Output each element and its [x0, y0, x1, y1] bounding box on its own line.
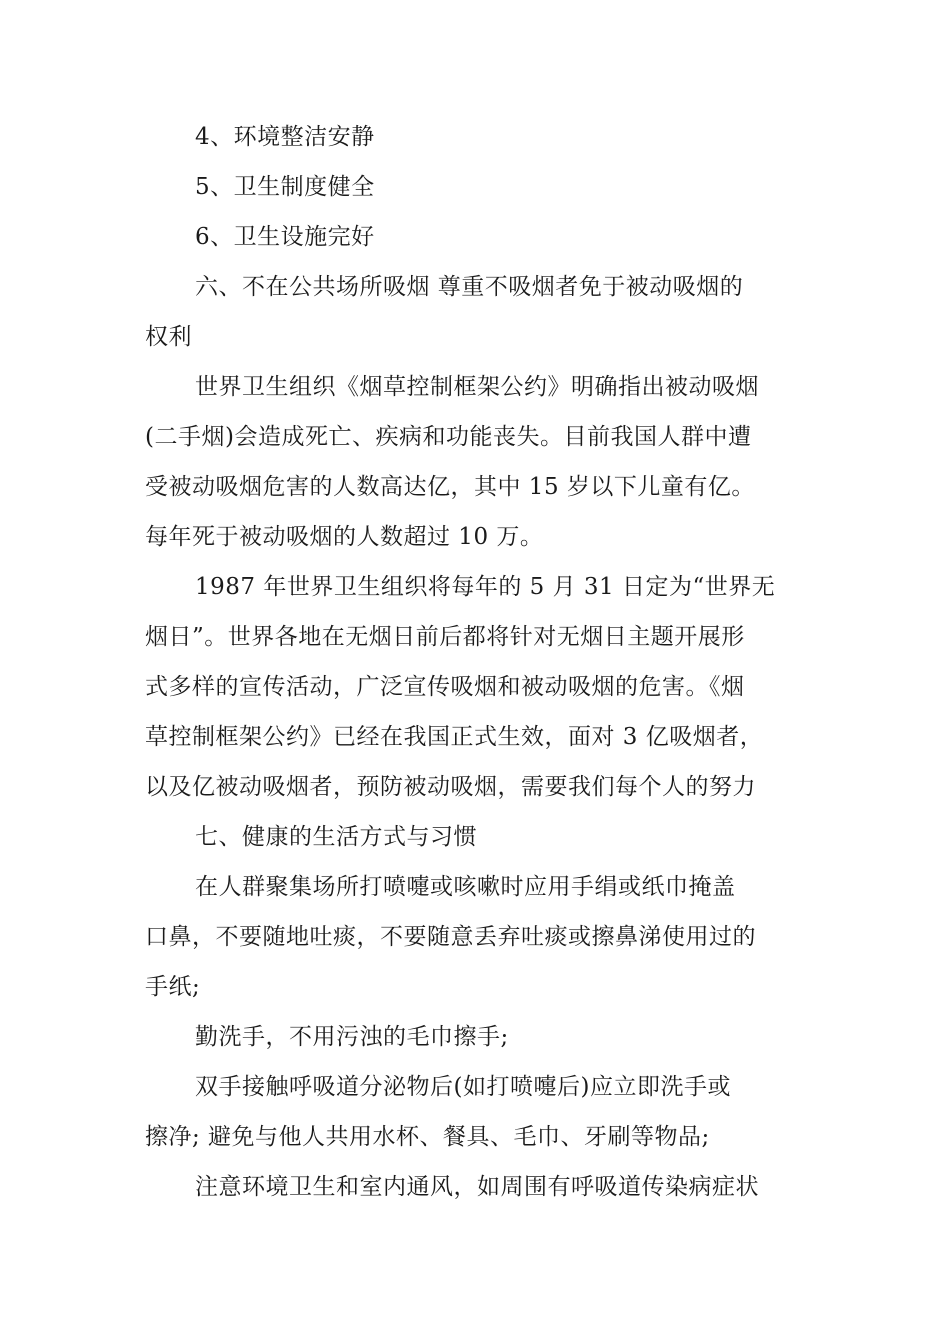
paragraph-line: 手纸; — [145, 974, 201, 1000]
paragraph-line: 注意环境卫生和室内通风，如周围有呼吸道传染病症状 — [195, 1174, 759, 1200]
paragraph-line: 世界卫生组织《烟草控制框架公约》明确指出被动吸烟 — [195, 374, 759, 400]
list-item: 5、卫生制度健全 — [195, 174, 375, 200]
paragraph-line: 双手接触呼吸道分泌物后(如打喷嚏后)应立即洗手或 — [195, 1074, 731, 1100]
paragraph-line: 勤洗手，不用污浊的毛巾擦手; — [195, 1024, 509, 1050]
paragraph-line: 受被动吸烟危害的人数高达亿，其中 15 岁以下儿童有亿。 — [145, 474, 755, 500]
paragraph-line: 每年死于被动吸烟的人数超过 10 万。 — [145, 524, 544, 550]
paragraph-line: 1987 年世界卫生组织将每年的 5 月 31 日定为“世界无 — [195, 574, 776, 600]
paragraph-line: 式多样的宣传活动，广泛宣传吸烟和被动吸烟的危害。《烟 — [145, 674, 745, 700]
list-item: 4、环境整洁安静 — [195, 124, 375, 150]
paragraph-line: 在人群聚集场所打喷嚏或咳嗽时应用手绢或纸巾掩盖 — [195, 874, 736, 900]
paragraph-line: 草控制框架公约》已经在我国正式生效，面对 3 亿吸烟者， — [145, 724, 764, 750]
paragraph-line: 口鼻，不要随地吐痰，不要随意丢弃吐痰或擦鼻涕使用过的 — [145, 924, 756, 950]
paragraph-line: 烟日”。世界各地在无烟日前后都将针对无烟日主题开展形 — [145, 624, 745, 650]
section-heading-continued: 权利 — [145, 324, 192, 350]
document-body — [145, 112, 835, 1212]
paragraph-line: 以及亿被动吸烟者，预防被动吸烟，需要我们每个人的努力 — [145, 774, 756, 800]
paragraph-line: (二手烟)会造成死亡、疾病和功能丧失。目前我国人群中遭 — [145, 424, 752, 450]
list-item: 6、卫生设施完好 — [195, 224, 375, 250]
section-heading: 六、不在公共场所吸烟 尊重不吸烟者免于被动吸烟的 — [195, 274, 744, 300]
paragraph-line: 擦净; 避免与他人共用水杯、餐具、毛巾、牙刷等物品; — [145, 1124, 710, 1150]
section-heading: 七、健康的生活方式与习惯 — [195, 824, 477, 850]
